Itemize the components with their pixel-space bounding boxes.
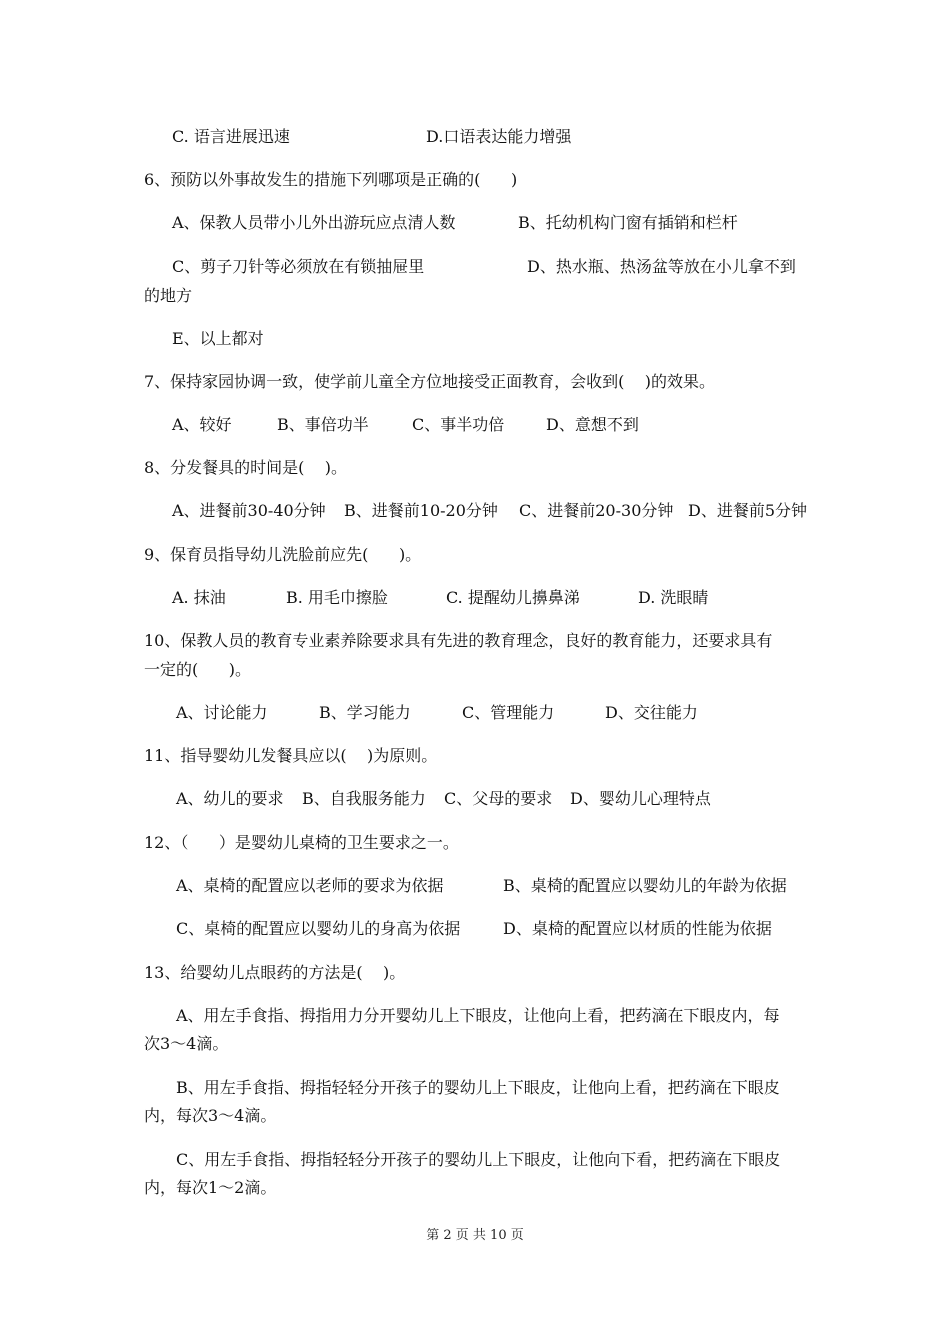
q7-option-b: B、事倍功半 — [277, 415, 369, 434]
q5-option-c: C. 语言进展迅速 — [172, 127, 290, 146]
q12-option-d: D、桌椅的配置应以材质的性能为依据 — [503, 919, 772, 938]
q8-option-d: D、进餐前5分钟 — [688, 501, 808, 520]
q12-option-a: A、桌椅的配置应以老师的要求为依据 — [176, 876, 444, 895]
q11-option-a: A、幼儿的要求 — [176, 789, 284, 808]
q11-option-b: B、自我服务能力 — [302, 789, 426, 808]
q9-option-d: D. 洗眼睛 — [638, 588, 709, 607]
q8-option-a: A、进餐前30-40分钟 — [172, 501, 326, 520]
q6-option-e: E、以上都对 — [172, 329, 264, 348]
q8-option-b: B、进餐前10-20分钟 — [344, 501, 498, 520]
q13-option-c-line2: 内，每次1～2滴。 — [144, 1178, 277, 1197]
q6-option-a: A、保教人员带小儿外出游玩应点清人数 — [172, 213, 456, 232]
q13-option-a-line1: A、用左手食指、拇指用力分开婴幼儿上下眼皮，让他向上看，把药滴在下眼皮内，每 — [176, 1006, 780, 1025]
q6-option-c: C、剪子刀针等必须放在有锁抽屉里 — [172, 257, 425, 276]
q7-stem: 7、保持家园协调一致，使学前儿童全方位地接受正面教育，会收到( )的效果。 — [144, 372, 716, 391]
q11-stem: 11、指导婴幼儿发餐具应以( )为原则。 — [144, 746, 438, 765]
q5-option-d: D.口语表达能力增强 — [426, 127, 572, 146]
q6-option-d-line2: 的地方 — [144, 286, 193, 305]
q13-option-b-line2: 内，每次3～4滴。 — [144, 1106, 277, 1125]
q10-option-b: B、学习能力 — [319, 703, 411, 722]
q13-option-a-line2: 次3～4滴。 — [144, 1034, 229, 1053]
q12-stem: 12、（ ）是婴幼儿桌椅的卫生要求之一。 — [144, 833, 459, 852]
q10-option-d: D、交往能力 — [605, 703, 698, 722]
q6-option-d-line1: D、热水瓶、热汤盆等放在小儿拿不到 — [527, 257, 796, 276]
q13-option-c-line1: C、用左手食指、拇指轻轻分开孩子的婴幼儿上下眼皮，让他向下看，把药滴在下眼皮 — [176, 1150, 781, 1169]
q9-stem: 9、保育员指导幼儿洗脸前应先( )。 — [144, 545, 422, 564]
q10-option-a: A、讨论能力 — [176, 703, 268, 722]
q10-stem-line2: 一定的( )。 — [144, 660, 252, 679]
q7-option-c: C、事半功倍 — [412, 415, 505, 434]
q9-option-b: B. 用毛巾擦脸 — [286, 588, 388, 607]
q6-stem: 6、预防以外事故发生的措施下列哪项是正确的( ) — [144, 170, 518, 189]
q12-option-b: B、桌椅的配置应以婴幼儿的年龄为依据 — [503, 876, 787, 895]
q8-stem: 8、分发餐具的时间是( )。 — [144, 458, 348, 477]
q10-stem-line1: 10、保教人员的教育专业素养除要求具有先进的教育理念，良好的教育能力，还要求具有 — [144, 631, 773, 650]
q9-option-c: C. 提醒幼儿擤鼻涕 — [446, 588, 580, 607]
q13-stem: 13、给婴幼儿点眼药的方法是( )。 — [144, 963, 406, 982]
q11-option-c: C、父母的要求 — [444, 789, 553, 808]
q9-option-a: A. 抹油 — [172, 588, 226, 607]
q12-option-c: C、桌椅的配置应以婴幼儿的身高为依据 — [176, 919, 461, 938]
page-number-footer: 第 2 页 共 10 页 — [426, 1228, 524, 1243]
q11-option-d: D、婴幼儿心理特点 — [570, 789, 711, 808]
q13-option-b-line1: B、用左手食指、拇指轻轻分开孩子的婴幼儿上下眼皮，让他向上看，把药滴在下眼皮 — [176, 1078, 780, 1097]
q7-option-a: A、较好 — [172, 415, 232, 434]
q8-option-c: C、进餐前20-30分钟 — [519, 501, 674, 520]
q6-option-b: B、托幼机构门窗有插销和栏杆 — [518, 213, 738, 232]
q10-option-c: C、管理能力 — [462, 703, 555, 722]
q7-option-d: D、意想不到 — [546, 415, 639, 434]
